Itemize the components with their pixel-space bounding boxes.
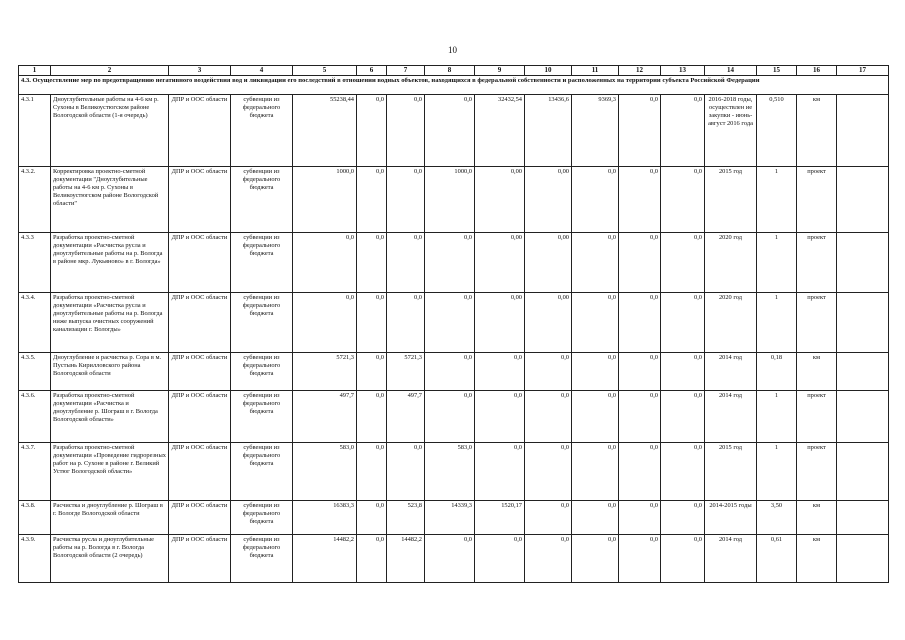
- table-cell-exec: ДПР и ООС области: [169, 293, 231, 353]
- table-cell-c15: 1: [757, 233, 797, 293]
- table-cell-c10: 0,00: [525, 167, 572, 233]
- table-cell-c10: 0,0: [525, 353, 572, 391]
- table-cell-source: субвенции из федерального бюджета: [231, 391, 293, 443]
- table-cell-c13: 0,0: [661, 391, 705, 443]
- column-number: 10: [525, 66, 572, 76]
- table-cell-c6: 0,0: [357, 391, 387, 443]
- table-cell-c17: [837, 535, 889, 583]
- table-cell-c15: 0,510: [757, 95, 797, 167]
- table-cell-c11: 0,0: [572, 167, 619, 233]
- table-cell-c17: [837, 167, 889, 233]
- table-cell-c14: 2014-2015 годы: [705, 501, 757, 535]
- column-number: 17: [837, 66, 889, 76]
- table-cell-c16: проект: [797, 233, 837, 293]
- table-cell-c14: 2014 год: [705, 391, 757, 443]
- program-table: [18, 65, 889, 583]
- table-cell-c10: 0,00: [525, 293, 572, 353]
- table-cell-c7: 0,0: [387, 443, 425, 501]
- table-cell-exec: ДПР и ООС области: [169, 535, 231, 583]
- table-cell-c14: 2014 год: [705, 353, 757, 391]
- table-cell-c9: 0,00: [475, 167, 525, 233]
- table-row: [19, 353, 889, 391]
- table-cell-c7: 0,0: [387, 95, 425, 167]
- table-cell-code: 4.3.5.: [19, 353, 51, 391]
- table-cell-c7: 14482,2: [387, 535, 425, 583]
- table-cell-c9: 0,00: [475, 293, 525, 353]
- column-number: 11: [572, 66, 619, 76]
- table-cell-c10: 0,0: [525, 501, 572, 535]
- table-cell-c17: [837, 501, 889, 535]
- table-cell-c17: [837, 95, 889, 167]
- table-cell-c10: 0,0: [525, 535, 572, 583]
- table-cell-name: Дноуглубление и расчистка р. Сора в м. Пустынь Кирилловского района Вологодской области: [51, 353, 169, 391]
- table-cell-c16: проект: [797, 391, 837, 443]
- table-row: [19, 443, 889, 501]
- table-cell-c12: 0,0: [619, 95, 661, 167]
- table-cell-exec: ДПР и ООС области: [169, 353, 231, 391]
- table-cell-c14: 2015 год: [705, 443, 757, 501]
- table-cell-c14: 2020 год: [705, 233, 757, 293]
- table-cell-code: 4.3.6.: [19, 391, 51, 443]
- table-cell-code: 4.3.3: [19, 233, 51, 293]
- section-title: 4.3. Осуществление мер по предотвращению негативного воздействия вод и ликвидации его последствий в отношении водных объектов, находящихся в федеральной собственности и расположенных на территории субъекта Российской Федерации: [19, 76, 889, 95]
- column-number: 3: [169, 66, 231, 76]
- table-cell-c5: 583,0: [293, 443, 357, 501]
- column-number: 12: [619, 66, 661, 76]
- table-cell-c11: 0,0: [572, 535, 619, 583]
- table-cell-c8: 0,0: [425, 353, 475, 391]
- table-row: [19, 535, 889, 583]
- table-cell-c9: 0,0: [475, 353, 525, 391]
- table-cell-c7: 523,8: [387, 501, 425, 535]
- table-cell-c8: 0,0: [425, 233, 475, 293]
- table-cell-source: субвенции из федерального бюджета: [231, 233, 293, 293]
- column-number: 14: [705, 66, 757, 76]
- table-cell-c11: 0,0: [572, 443, 619, 501]
- table-cell-c12: 0,0: [619, 167, 661, 233]
- table-cell-c8: 14339,3: [425, 501, 475, 535]
- table-cell-c6: 0,0: [357, 293, 387, 353]
- table-cell-c12: 0,0: [619, 233, 661, 293]
- table-row: [19, 391, 889, 443]
- table-cell-code: 4.3.7.: [19, 443, 51, 501]
- table-cell-c9: 0,0: [475, 535, 525, 583]
- table-cell-c8: 1000,0: [425, 167, 475, 233]
- table-cell-exec: ДПР и ООС области: [169, 443, 231, 501]
- table-cell-c15: 1: [757, 391, 797, 443]
- table-row: [19, 293, 889, 353]
- table-cell-c7: 0,0: [387, 233, 425, 293]
- table-cell-c9: 0,00: [475, 233, 525, 293]
- table-cell-c15: 1: [757, 167, 797, 233]
- table-cell-c11: 0,0: [572, 233, 619, 293]
- table-cell-c13: 0,0: [661, 535, 705, 583]
- table-cell-c15: 1: [757, 293, 797, 353]
- column-number: 4: [231, 66, 293, 76]
- table-cell-c16: км: [797, 501, 837, 535]
- table-cell-c6: 0,0: [357, 535, 387, 583]
- table-cell-c5: 16383,3: [293, 501, 357, 535]
- table-cell-code: 4.3.9.: [19, 535, 51, 583]
- table-cell-exec: ДПР и ООС области: [169, 233, 231, 293]
- table-cell-c12: 0,0: [619, 293, 661, 353]
- table-cell-c10: 0,0: [525, 391, 572, 443]
- column-number: 6: [357, 66, 387, 76]
- table-cell-c12: 0,0: [619, 443, 661, 501]
- table-cell-c17: [837, 233, 889, 293]
- table-cell-name: Разработка проектно-сметной документации «Проведение гидрорезных работ на р. Сухоне в районе г. Великий Устюг Вологодской области»: [51, 443, 169, 501]
- table-cell-c8: 0,0: [425, 535, 475, 583]
- table-cell-c9: 0,0: [475, 391, 525, 443]
- table-cell-c13: 0,0: [661, 501, 705, 535]
- table-cell-c5: 0,0: [293, 293, 357, 353]
- table-cell-name: Разработка проектно-сметной документации «Расчистка и дноуглубление р. Шограш в г. Вологда Вологодской области»: [51, 391, 169, 443]
- table-cell-c5: 497,7: [293, 391, 357, 443]
- table-cell-c11: 0,0: [572, 391, 619, 443]
- table-cell-c8: 0,0: [425, 95, 475, 167]
- table-cell-c6: 0,0: [357, 443, 387, 501]
- column-number: 15: [757, 66, 797, 76]
- table-cell-source: субвенции из федерального бюджета: [231, 501, 293, 535]
- column-number: 13: [661, 66, 705, 76]
- table-row: [19, 167, 889, 233]
- table-cell-c5: 1000,0: [293, 167, 357, 233]
- table-cell-c10: 0,0: [525, 443, 572, 501]
- table-cell-c5: 5721,3: [293, 353, 357, 391]
- table-cell-name: Разработка проектно-сметной документации «Расчистка русла и дноуглубительные работы на р. Вологда ниже выпуска очистных сооружений канализации г. Вологды»: [51, 293, 169, 353]
- table-cell-c14: 2014 год: [705, 535, 757, 583]
- table-cell-c6: 0,0: [357, 353, 387, 391]
- table-cell-exec: ДПР и ООС области: [169, 391, 231, 443]
- table-cell-source: субвенции из федерального бюджета: [231, 535, 293, 583]
- table-cell-c14: 2020 год: [705, 293, 757, 353]
- table-cell-c7: 5721,3: [387, 353, 425, 391]
- table-cell-c17: [837, 443, 889, 501]
- table-cell-c10: 13436,6: [525, 95, 572, 167]
- column-number: 16: [797, 66, 837, 76]
- table-cell-name: Расчистка русла и дноуглубительные работы на р. Вологда в г. Вологда Вологодской области (2 очередь): [51, 535, 169, 583]
- table-cell-c5: 14482,2: [293, 535, 357, 583]
- table-row: [19, 233, 889, 293]
- table-cell-c6: 0,0: [357, 501, 387, 535]
- table-cell-c9: 0,0: [475, 443, 525, 501]
- table-cell-c9: 32432,54: [475, 95, 525, 167]
- column-number: 2: [51, 66, 169, 76]
- table-row: [19, 501, 889, 535]
- table-cell-c15: 3,50: [757, 501, 797, 535]
- table-cell-c16: проект: [797, 293, 837, 353]
- table-cell-c12: 0,0: [619, 535, 661, 583]
- table-cell-c7: 497,7: [387, 391, 425, 443]
- table-cell-c15: 0,61: [757, 535, 797, 583]
- table-cell-code: 4.3.4.: [19, 293, 51, 353]
- table-cell-c11: 9369,3: [572, 95, 619, 167]
- table-cell-c12: 0,0: [619, 501, 661, 535]
- table-cell-source: субвенции из федерального бюджета: [231, 167, 293, 233]
- table-cell-c16: проект: [797, 443, 837, 501]
- table-cell-c16: км: [797, 95, 837, 167]
- table-cell-c11: 0,0: [572, 501, 619, 535]
- table-cell-exec: ДПР и ООС области: [169, 95, 231, 167]
- table-cell-c11: 0,0: [572, 353, 619, 391]
- table-cell-name: Корректировка проектно-сметной документации "Дноуглубительные работы на 4-6 км р. Сухоны в Великоустюгском районе Вологодской области": [51, 167, 169, 233]
- table-cell-name: Дноуглубительные работы на 4-6 км р. Сухоны в Великоустюгском районе Вологодской области (1-я очередь): [51, 95, 169, 167]
- table-cell-c7: 0,0: [387, 167, 425, 233]
- column-number: 8: [425, 66, 475, 76]
- column-number: 7: [387, 66, 425, 76]
- table-cell-c6: 0,0: [357, 167, 387, 233]
- table-cell-name: Разработка проектно-сметной документации «Расчистка русла и дноуглубительные работы на р. Вологда в районе мкр. Лукьяново» в г. Вологда»: [51, 233, 169, 293]
- table-cell-c8: 583,0: [425, 443, 475, 501]
- table-cell-c6: 0,0: [357, 233, 387, 293]
- table-cell-c14: 2015 год: [705, 167, 757, 233]
- table-cell-source: субвенции из федерального бюджета: [231, 353, 293, 391]
- table-cell-c13: 0,0: [661, 293, 705, 353]
- table-cell-c15: 1: [757, 443, 797, 501]
- table-cell-c13: 0,0: [661, 167, 705, 233]
- table-cell-c8: 0,0: [425, 391, 475, 443]
- table-cell-code: 4.3.1: [19, 95, 51, 167]
- table-row: [19, 95, 889, 167]
- table-cell-c17: [837, 293, 889, 353]
- table-cell-c17: [837, 391, 889, 443]
- table-cell-c16: км: [797, 535, 837, 583]
- table-cell-source: субвенции из федерального бюджета: [231, 95, 293, 167]
- table-cell-c17: [837, 353, 889, 391]
- column-number: 5: [293, 66, 357, 76]
- table-cell-code: 4.3.8.: [19, 501, 51, 535]
- table-cell-c12: 0,0: [619, 353, 661, 391]
- table-cell-c5: 55238,44: [293, 95, 357, 167]
- column-number: 9: [475, 66, 525, 76]
- table-cell-c13: 0,0: [661, 233, 705, 293]
- section-title-row: [19, 76, 889, 95]
- table-cell-c13: 0,0: [661, 95, 705, 167]
- table-cell-c14: 2016-2018 годы, осуществлен ие закупки - июнь-август 2016 года: [705, 95, 757, 167]
- table-cell-c13: 0,0: [661, 443, 705, 501]
- table-cell-name: Расчистка и дноуглубление р. Шограш в г. Вологде Вологодской области: [51, 501, 169, 535]
- table-cell-c5: 0,0: [293, 233, 357, 293]
- table-cell-c16: км: [797, 353, 837, 391]
- table-cell-c10: 0,00: [525, 233, 572, 293]
- table-cell-c11: 0,0: [572, 293, 619, 353]
- table-cell-c16: проект: [797, 167, 837, 233]
- table-cell-code: 4.3.2.: [19, 167, 51, 233]
- page-number: 10: [448, 45, 457, 55]
- table-cell-source: субвенции из федерального бюджета: [231, 293, 293, 353]
- column-number: 1: [19, 66, 51, 76]
- table-cell-exec: ДПР и ООС области: [169, 501, 231, 535]
- table-cell-c12: 0,0: [619, 391, 661, 443]
- column-number-row: [19, 66, 889, 76]
- table-cell-c15: 0,18: [757, 353, 797, 391]
- table-cell-c13: 0,0: [661, 353, 705, 391]
- table-cell-c8: 0,0: [425, 293, 475, 353]
- table-cell-c9: 1520,17: [475, 501, 525, 535]
- table-cell-source: субвенции из федерального бюджета: [231, 443, 293, 501]
- table-cell-exec: ДПР и ООС области: [169, 167, 231, 233]
- table-cell-c7: 0,0: [387, 293, 425, 353]
- table-cell-c6: 0,0: [357, 95, 387, 167]
